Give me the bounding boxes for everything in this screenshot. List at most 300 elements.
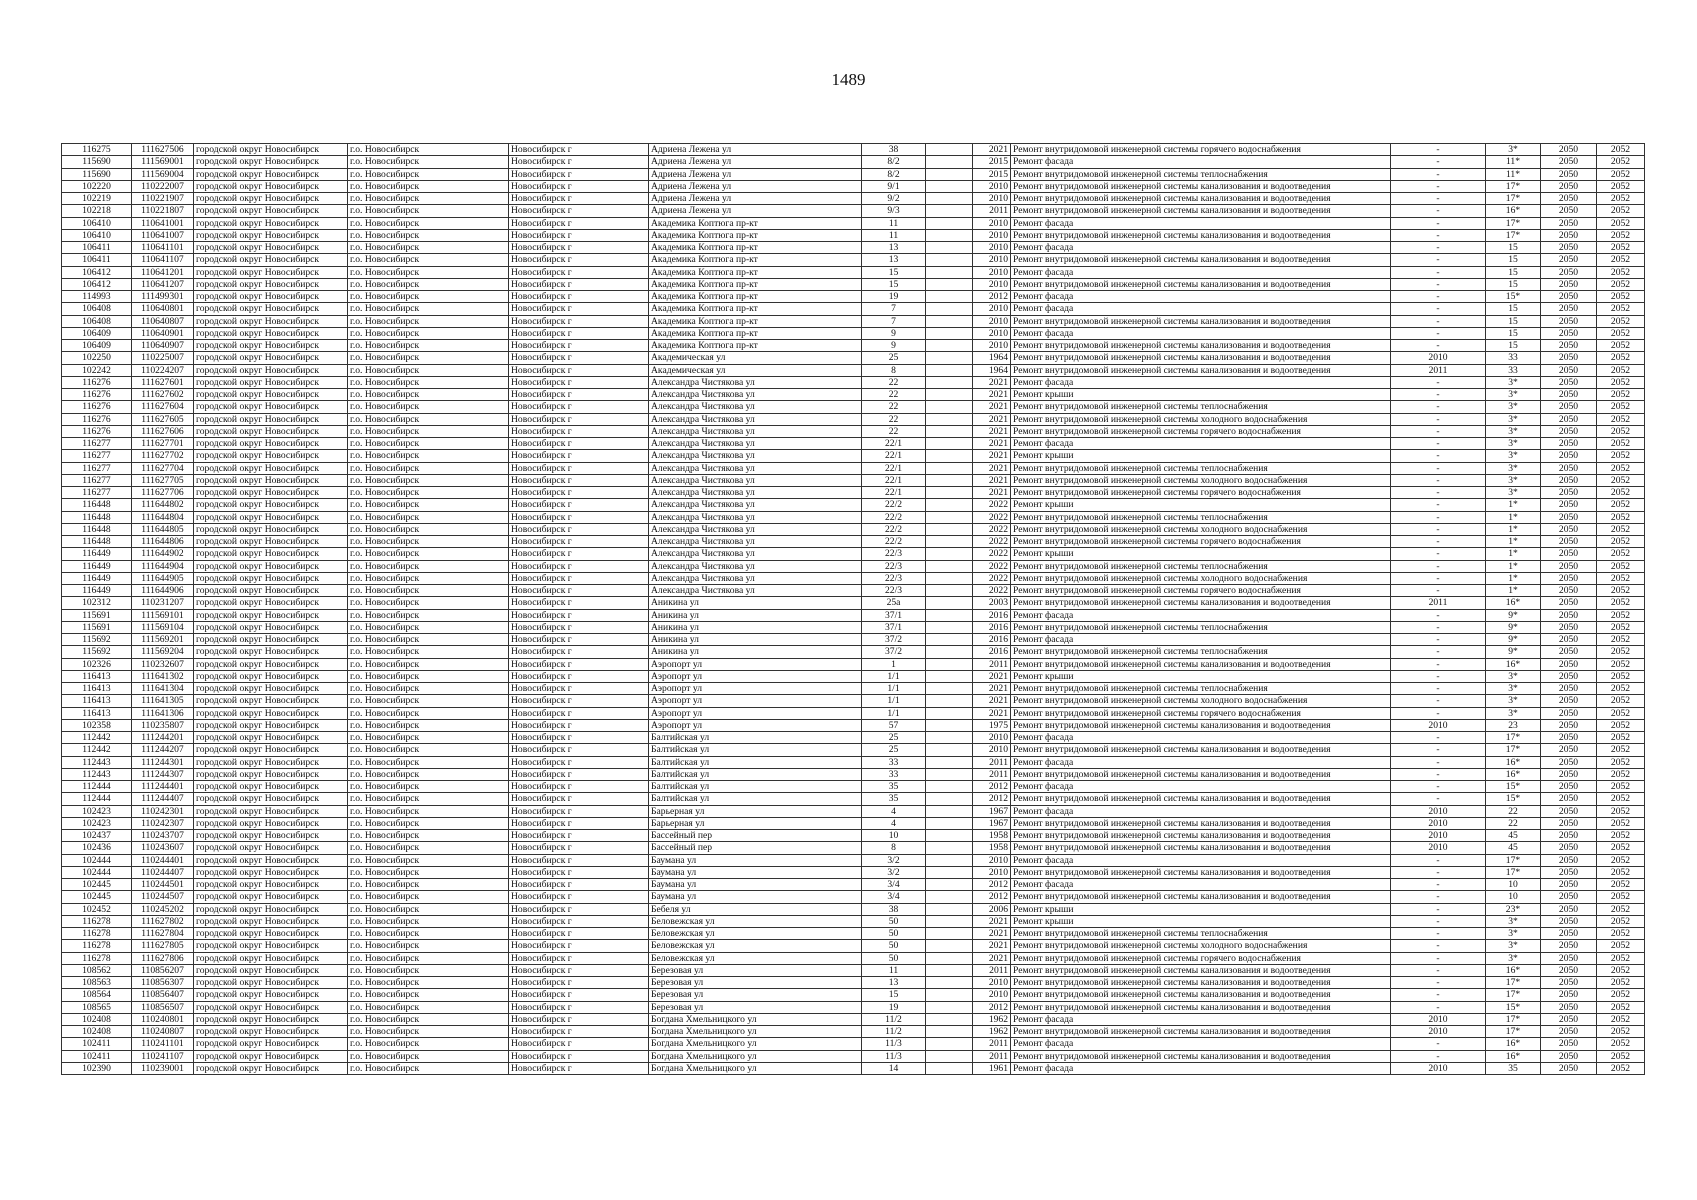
cell-plan-start: 2050: [1541, 364, 1597, 376]
cell-wear: 1*: [1486, 499, 1541, 511]
cell-street: Богдана Хмельницкого ул: [649, 1062, 862, 1074]
cell-work-type: Ремонт фасада: [1011, 1038, 1391, 1050]
cell-settlement: г.о. Новосибирск: [348, 413, 509, 425]
cell-locality: Новосибирск г: [509, 817, 649, 829]
cell-overhaul-year: 2010: [1391, 1026, 1486, 1038]
cell-year: 2021: [973, 487, 1011, 499]
table-row: [62, 915, 1645, 927]
cell-work-id: 111644802: [132, 499, 194, 511]
cell-house-id: 116449: [62, 560, 132, 572]
cell-overhaul-year: -: [1391, 756, 1486, 768]
cell-building: [926, 205, 973, 217]
cell-plan-start: 2050: [1541, 217, 1597, 229]
cell-plan-end: 2052: [1597, 670, 1645, 682]
cell-plan-start: 2050: [1541, 646, 1597, 658]
cell-plan-start: 2050: [1541, 842, 1597, 854]
cell-house-number: 8: [862, 842, 926, 854]
cell-work-id: 111627605: [132, 413, 194, 425]
cell-year: 2021: [973, 695, 1011, 707]
cell-work-type: Ремонт внутридомовой инженерной системы теплоснабжения: [1011, 401, 1391, 413]
cell-work-type: Ремонт внутридомовой инженерной системы канализования и водоотведения: [1011, 768, 1391, 780]
cell-work-type: Ремонт внутридомовой инженерной системы канализования и водоотведения: [1011, 180, 1391, 192]
cell-plan-start: 2050: [1541, 168, 1597, 180]
cell-street: Аэропорт ул: [649, 683, 862, 695]
cell-year: 2016: [973, 609, 1011, 621]
cell-plan-start: 2050: [1541, 401, 1597, 413]
cell-work-id: 111244301: [132, 756, 194, 768]
cell-overhaul-year: 2010: [1391, 1062, 1486, 1074]
cell-municipality: городской округ Новосибирск: [194, 291, 348, 303]
cell-house-id: 102358: [62, 719, 132, 731]
cell-building: [926, 327, 973, 339]
cell-house-id: 114993: [62, 291, 132, 303]
cell-plan-end: 2052: [1597, 609, 1645, 621]
cell-building: [926, 376, 973, 388]
cell-plan-end: 2052: [1597, 180, 1645, 192]
cell-house-number: 13: [862, 977, 926, 989]
cell-building: [926, 597, 973, 609]
cell-building: [926, 915, 973, 927]
cell-house-number: 22/1: [862, 487, 926, 499]
cell-plan-end: 2052: [1597, 315, 1645, 327]
cell-work-id: 111627701: [132, 438, 194, 450]
cell-overhaul-year: -: [1391, 683, 1486, 695]
cell-plan-end: 2052: [1597, 487, 1645, 499]
table-row: [62, 646, 1645, 658]
cell-municipality: городской округ Новосибирск: [194, 266, 348, 278]
cell-year: 1964: [973, 352, 1011, 364]
cell-plan-end: 2052: [1597, 658, 1645, 670]
cell-work-type: Ремонт внутридомовой инженерной системы горячего водоснабжения: [1011, 144, 1391, 156]
table-row: [62, 180, 1645, 192]
cell-house-id: 116276: [62, 389, 132, 401]
cell-municipality: городской округ Новосибирск: [194, 977, 348, 989]
cell-overhaul-year: -: [1391, 462, 1486, 474]
table-row: [62, 340, 1645, 352]
cell-work-id: 111641304: [132, 683, 194, 695]
cell-work-id: 110641007: [132, 229, 194, 241]
cell-year: 2022: [973, 499, 1011, 511]
cell-plan-start: 2050: [1541, 719, 1597, 731]
cell-overhaul-year: -: [1391, 891, 1486, 903]
table-row: [62, 670, 1645, 682]
cell-year: 2021: [973, 425, 1011, 437]
cell-wear: 16*: [1486, 597, 1541, 609]
cell-plan-start: 2050: [1541, 327, 1597, 339]
cell-work-id: 111627704: [132, 462, 194, 474]
cell-settlement: г.о. Новосибирск: [348, 683, 509, 695]
cell-wear: 15: [1486, 254, 1541, 266]
cell-year: 2022: [973, 560, 1011, 572]
cell-work-type: Ремонт крыши: [1011, 389, 1391, 401]
cell-wear: 17*: [1486, 1013, 1541, 1025]
cell-locality: Новосибирск г: [509, 548, 649, 560]
cell-municipality: городской округ Новосибирск: [194, 487, 348, 499]
table-row: [62, 1013, 1645, 1025]
cell-building: [926, 830, 973, 842]
cell-house-number: 11: [862, 964, 926, 976]
cell-building: [926, 817, 973, 829]
cell-wear: 16*: [1486, 205, 1541, 217]
cell-settlement: г.о. Новосибирск: [348, 438, 509, 450]
cell-locality: Новосибирск г: [509, 254, 649, 266]
cell-settlement: г.о. Новосибирск: [348, 327, 509, 339]
cell-settlement: г.о. Новосибирск: [348, 205, 509, 217]
cell-house-id: 102436: [62, 842, 132, 854]
cell-year: 2010: [973, 327, 1011, 339]
cell-work-id: 110244507: [132, 891, 194, 903]
cell-house-id: 108564: [62, 989, 132, 1001]
cell-building: [926, 1062, 973, 1074]
cell-house-number: 10: [862, 830, 926, 842]
cell-municipality: городской округ Новосибирск: [194, 854, 348, 866]
cell-overhaul-year: -: [1391, 548, 1486, 560]
cell-building: [926, 805, 973, 817]
cell-municipality: городской округ Новосибирск: [194, 1001, 348, 1013]
cell-work-type: Ремонт внутридомовой инженерной системы канализования и водоотведения: [1011, 793, 1391, 805]
cell-street: Адриена Лежена ул: [649, 156, 862, 168]
cell-work-id: 110244501: [132, 879, 194, 891]
cell-house-number: 25а: [862, 597, 926, 609]
cell-plan-end: 2052: [1597, 989, 1645, 1001]
cell-plan-end: 2052: [1597, 205, 1645, 217]
cell-work-id: 111627806: [132, 952, 194, 964]
table-row: [62, 327, 1645, 339]
cell-house-id: 108563: [62, 977, 132, 989]
cell-locality: Новосибирск г: [509, 205, 649, 217]
cell-year: 2021: [973, 144, 1011, 156]
table-row: [62, 1038, 1645, 1050]
cell-house-id: 108562: [62, 964, 132, 976]
cell-street: Балтийская ул: [649, 793, 862, 805]
cell-wear: 16*: [1486, 756, 1541, 768]
cell-wear: 17*: [1486, 1026, 1541, 1038]
cell-overhaul-year: -: [1391, 523, 1486, 535]
cell-house-id: 116276: [62, 401, 132, 413]
cell-work-id: 110224207: [132, 364, 194, 376]
table-row: [62, 413, 1645, 425]
cell-overhaul-year: -: [1391, 193, 1486, 205]
cell-street: Беловежская ул: [649, 915, 862, 927]
cell-wear: 17*: [1486, 989, 1541, 1001]
cell-house-id: 102218: [62, 205, 132, 217]
cell-municipality: городской округ Новосибирск: [194, 585, 348, 597]
cell-street: Березовая ул: [649, 977, 862, 989]
cell-locality: Новосибирск г: [509, 646, 649, 658]
cell-year: 2010: [973, 854, 1011, 866]
cell-building: [926, 891, 973, 903]
cell-wear: 3*: [1486, 670, 1541, 682]
cell-house-id: 115691: [62, 609, 132, 621]
cell-house-id: 112444: [62, 793, 132, 805]
cell-work-type: Ремонт внутридомовой инженерной системы канализования и водоотведения: [1011, 193, 1391, 205]
cell-house-number: 37/2: [862, 646, 926, 658]
cell-work-type: Ремонт фасада: [1011, 438, 1391, 450]
cell-locality: Новосибирск г: [509, 340, 649, 352]
cell-wear: 3*: [1486, 695, 1541, 707]
cell-locality: Новосибирск г: [509, 793, 649, 805]
table-row: [62, 683, 1645, 695]
cell-building: [926, 389, 973, 401]
cell-street: Адриена Лежена ул: [649, 205, 862, 217]
cell-overhaul-year: -: [1391, 266, 1486, 278]
cell-plan-start: 2050: [1541, 683, 1597, 695]
cell-house-number: 1/1: [862, 683, 926, 695]
cell-work-type: Ремонт крыши: [1011, 670, 1391, 682]
cell-locality: Новосибирск г: [509, 474, 649, 486]
cell-settlement: г.о. Новосибирск: [348, 768, 509, 780]
cell-plan-end: 2052: [1597, 585, 1645, 597]
cell-house-id: 116413: [62, 670, 132, 682]
cell-locality: Новосибирск г: [509, 707, 649, 719]
cell-municipality: городской округ Новосибирск: [194, 205, 348, 217]
cell-work-type: Ремонт внутридомовой инженерной системы канализования и водоотведения: [1011, 364, 1391, 376]
cell-wear: 9*: [1486, 634, 1541, 646]
cell-locality: Новосибирск г: [509, 291, 649, 303]
cell-year: 2022: [973, 572, 1011, 584]
cell-locality: Новосибирск г: [509, 180, 649, 192]
cell-locality: Новосибирск г: [509, 683, 649, 695]
cell-year: 2006: [973, 903, 1011, 915]
cell-plan-end: 2052: [1597, 756, 1645, 768]
cell-work-id: 111644806: [132, 536, 194, 548]
cell-wear: 1*: [1486, 548, 1541, 560]
cell-overhaul-year: -: [1391, 928, 1486, 940]
cell-house-id: 116276: [62, 413, 132, 425]
cell-wear: 45: [1486, 842, 1541, 854]
cell-building: [926, 266, 973, 278]
cell-settlement: г.о. Новосибирск: [348, 805, 509, 817]
cell-work-type: Ремонт внутридомовой инженерной системы холодного водоснабжения: [1011, 695, 1391, 707]
cell-street: Аникина ул: [649, 597, 862, 609]
cell-year: 2016: [973, 621, 1011, 633]
cell-locality: Новосибирск г: [509, 438, 649, 450]
cell-house-id: 106408: [62, 303, 132, 315]
table-row: [62, 536, 1645, 548]
cell-street: Беловежская ул: [649, 928, 862, 940]
cell-settlement: г.о. Новосибирск: [348, 560, 509, 572]
cell-building: [926, 144, 973, 156]
cell-work-id: 110221907: [132, 193, 194, 205]
table-row: [62, 707, 1645, 719]
cell-house-id: 106411: [62, 242, 132, 254]
cell-street: Аэропорт ул: [649, 707, 862, 719]
cell-settlement: г.о. Новосибирск: [348, 866, 509, 878]
cell-building: [926, 793, 973, 805]
cell-locality: Новосибирск г: [509, 585, 649, 597]
cell-plan-start: 2050: [1541, 781, 1597, 793]
cell-settlement: г.о. Новосибирск: [348, 744, 509, 756]
cell-wear: 3*: [1486, 376, 1541, 388]
cell-plan-start: 2050: [1541, 793, 1597, 805]
cell-municipality: городской округ Новосибирск: [194, 572, 348, 584]
cell-house-number: 22/2: [862, 511, 926, 523]
cell-house-number: 33: [862, 756, 926, 768]
cell-wear: 17*: [1486, 866, 1541, 878]
cell-locality: Новосибирск г: [509, 732, 649, 744]
table-row: [62, 303, 1645, 315]
cell-work-type: Ремонт внутридомовой инженерной системы канализования и водоотведения: [1011, 597, 1391, 609]
cell-building: [926, 854, 973, 866]
cell-locality: Новосибирск г: [509, 879, 649, 891]
cell-settlement: г.о. Новосибирск: [348, 352, 509, 364]
table-row: [62, 597, 1645, 609]
cell-building: [926, 964, 973, 976]
cell-wear: 3*: [1486, 683, 1541, 695]
cell-municipality: городской округ Новосибирск: [194, 462, 348, 474]
cell-settlement: г.о. Новосибирск: [348, 1026, 509, 1038]
cell-plan-end: 2052: [1597, 474, 1645, 486]
cell-work-type: Ремонт внутридомовой инженерной системы холодного водоснабжения: [1011, 413, 1391, 425]
cell-work-id: 111627805: [132, 940, 194, 952]
cell-house-id: 115690: [62, 168, 132, 180]
cell-house-number: 38: [862, 903, 926, 915]
cell-locality: Новосибирск г: [509, 1026, 649, 1038]
cell-overhaul-year: -: [1391, 536, 1486, 548]
cell-overhaul-year: -: [1391, 425, 1486, 437]
cell-locality: Новосибирск г: [509, 242, 649, 254]
cell-settlement: г.о. Новосибирск: [348, 646, 509, 658]
cell-municipality: городской округ Новосибирск: [194, 707, 348, 719]
cell-plan-start: 2050: [1541, 1013, 1597, 1025]
cell-locality: Новосибирск г: [509, 609, 649, 621]
cell-overhaul-year: -: [1391, 180, 1486, 192]
cell-house-id: 116278: [62, 915, 132, 927]
table-row: [62, 977, 1645, 989]
cell-street: Барьерная ул: [649, 805, 862, 817]
cell-plan-start: 2050: [1541, 425, 1597, 437]
cell-house-number: 9: [862, 327, 926, 339]
cell-year: 2012: [973, 793, 1011, 805]
cell-street: Адриена Лежена ул: [649, 168, 862, 180]
cell-wear: 15*: [1486, 781, 1541, 793]
cell-house-number: 37/2: [862, 634, 926, 646]
cell-municipality: городской округ Новосибирск: [194, 964, 348, 976]
cell-locality: Новосибирск г: [509, 536, 649, 548]
table-row: [62, 940, 1645, 952]
cell-work-type: Ремонт внутридомовой инженерной системы горячего водоснабжения: [1011, 952, 1391, 964]
cell-settlement: г.о. Новосибирск: [348, 401, 509, 413]
cell-house-id: 112442: [62, 732, 132, 744]
table-row: [62, 719, 1645, 731]
table-row: [62, 756, 1645, 768]
cell-wear: 35: [1486, 1062, 1541, 1074]
cell-work-id: 110240807: [132, 1026, 194, 1038]
table-row: [62, 866, 1645, 878]
cell-house-number: 1/1: [862, 695, 926, 707]
cell-locality: Новосибирск г: [509, 903, 649, 915]
cell-municipality: городской округ Новосибирск: [194, 254, 348, 266]
cell-street: Бассейный пер: [649, 830, 862, 842]
cell-locality: Новосибирск г: [509, 303, 649, 315]
cell-municipality: городской округ Новосибирск: [194, 560, 348, 572]
cell-year: 2021: [973, 450, 1011, 462]
cell-overhaul-year: -: [1391, 609, 1486, 621]
table-row: [62, 989, 1645, 1001]
cell-house-id: 116448: [62, 511, 132, 523]
cell-work-id: 111627604: [132, 401, 194, 413]
cell-plan-end: 2052: [1597, 1026, 1645, 1038]
cell-overhaul-year: -: [1391, 413, 1486, 425]
cell-building: [926, 315, 973, 327]
cell-municipality: городской округ Новосибирск: [194, 609, 348, 621]
cell-work-type: Ремонт крыши: [1011, 915, 1391, 927]
cell-overhaul-year: -: [1391, 695, 1486, 707]
cell-plan-end: 2052: [1597, 817, 1645, 829]
table-row: [62, 462, 1645, 474]
cell-plan-start: 2050: [1541, 866, 1597, 878]
cell-settlement: г.о. Новосибирск: [348, 670, 509, 682]
cell-house-number: 11: [862, 217, 926, 229]
cell-year: 2010: [973, 732, 1011, 744]
cell-settlement: г.о. Новосибирск: [348, 376, 509, 388]
cell-plan-start: 2050: [1541, 940, 1597, 952]
cell-wear: 3*: [1486, 144, 1541, 156]
cell-year: 2012: [973, 879, 1011, 891]
cell-year: 2015: [973, 156, 1011, 168]
cell-work-type: Ремонт фасада: [1011, 327, 1391, 339]
cell-municipality: городской округ Новосибирск: [194, 842, 348, 854]
cell-municipality: городской округ Новосибирск: [194, 915, 348, 927]
cell-municipality: городской округ Новосибирск: [194, 340, 348, 352]
cell-work-id: 110242301: [132, 805, 194, 817]
cell-settlement: г.о. Новосибирск: [348, 425, 509, 437]
cell-house-number: 3/2: [862, 854, 926, 866]
cell-locality: Новосибирск г: [509, 327, 649, 339]
cell-house-number: 1/1: [862, 670, 926, 682]
cell-work-id: 111244407: [132, 793, 194, 805]
cell-work-id: 110235807: [132, 719, 194, 731]
cell-street: Бассейный пер: [649, 842, 862, 854]
cell-locality: Новосибирск г: [509, 866, 649, 878]
cell-house-number: 22/1: [862, 474, 926, 486]
cell-locality: Новосибирск г: [509, 964, 649, 976]
cell-wear: 3*: [1486, 438, 1541, 450]
cell-house-id: 102390: [62, 1062, 132, 1074]
cell-building: [926, 928, 973, 940]
table-row: [62, 438, 1645, 450]
cell-overhaul-year: -: [1391, 646, 1486, 658]
cell-wear: 16*: [1486, 658, 1541, 670]
cell-work-id: 110856207: [132, 964, 194, 976]
cell-municipality: городской округ Новосибирск: [194, 193, 348, 205]
cell-locality: Новосибирск г: [509, 401, 649, 413]
cell-municipality: городской округ Новосибирск: [194, 670, 348, 682]
cell-plan-end: 2052: [1597, 144, 1645, 156]
cell-house-id: 106412: [62, 266, 132, 278]
cell-overhaul-year: -: [1391, 658, 1486, 670]
cell-house-number: 7: [862, 303, 926, 315]
cell-year: 2010: [973, 278, 1011, 290]
cell-street: Аникина ул: [649, 646, 862, 658]
cell-overhaul-year: -: [1391, 964, 1486, 976]
table-row: [62, 695, 1645, 707]
cell-municipality: городской округ Новосибирск: [194, 719, 348, 731]
cell-street: Академическая ул: [649, 364, 862, 376]
cell-work-id: 110244407: [132, 866, 194, 878]
cell-work-type: Ремонт внутридомовой инженерной системы горячего водоснабжения: [1011, 425, 1391, 437]
cell-overhaul-year: -: [1391, 572, 1486, 584]
cell-municipality: городской округ Новосибирск: [194, 928, 348, 940]
cell-wear: 3*: [1486, 474, 1541, 486]
cell-work-type: Ремонт внутридомовой инженерной системы канализования и водоотведения: [1011, 340, 1391, 352]
cell-year: 2011: [973, 1050, 1011, 1062]
cell-municipality: городской округ Новосибирск: [194, 364, 348, 376]
cell-house-number: 11/2: [862, 1013, 926, 1025]
cell-plan-end: 2052: [1597, 744, 1645, 756]
cell-house-id: 102452: [62, 903, 132, 915]
cell-wear: 17*: [1486, 744, 1541, 756]
